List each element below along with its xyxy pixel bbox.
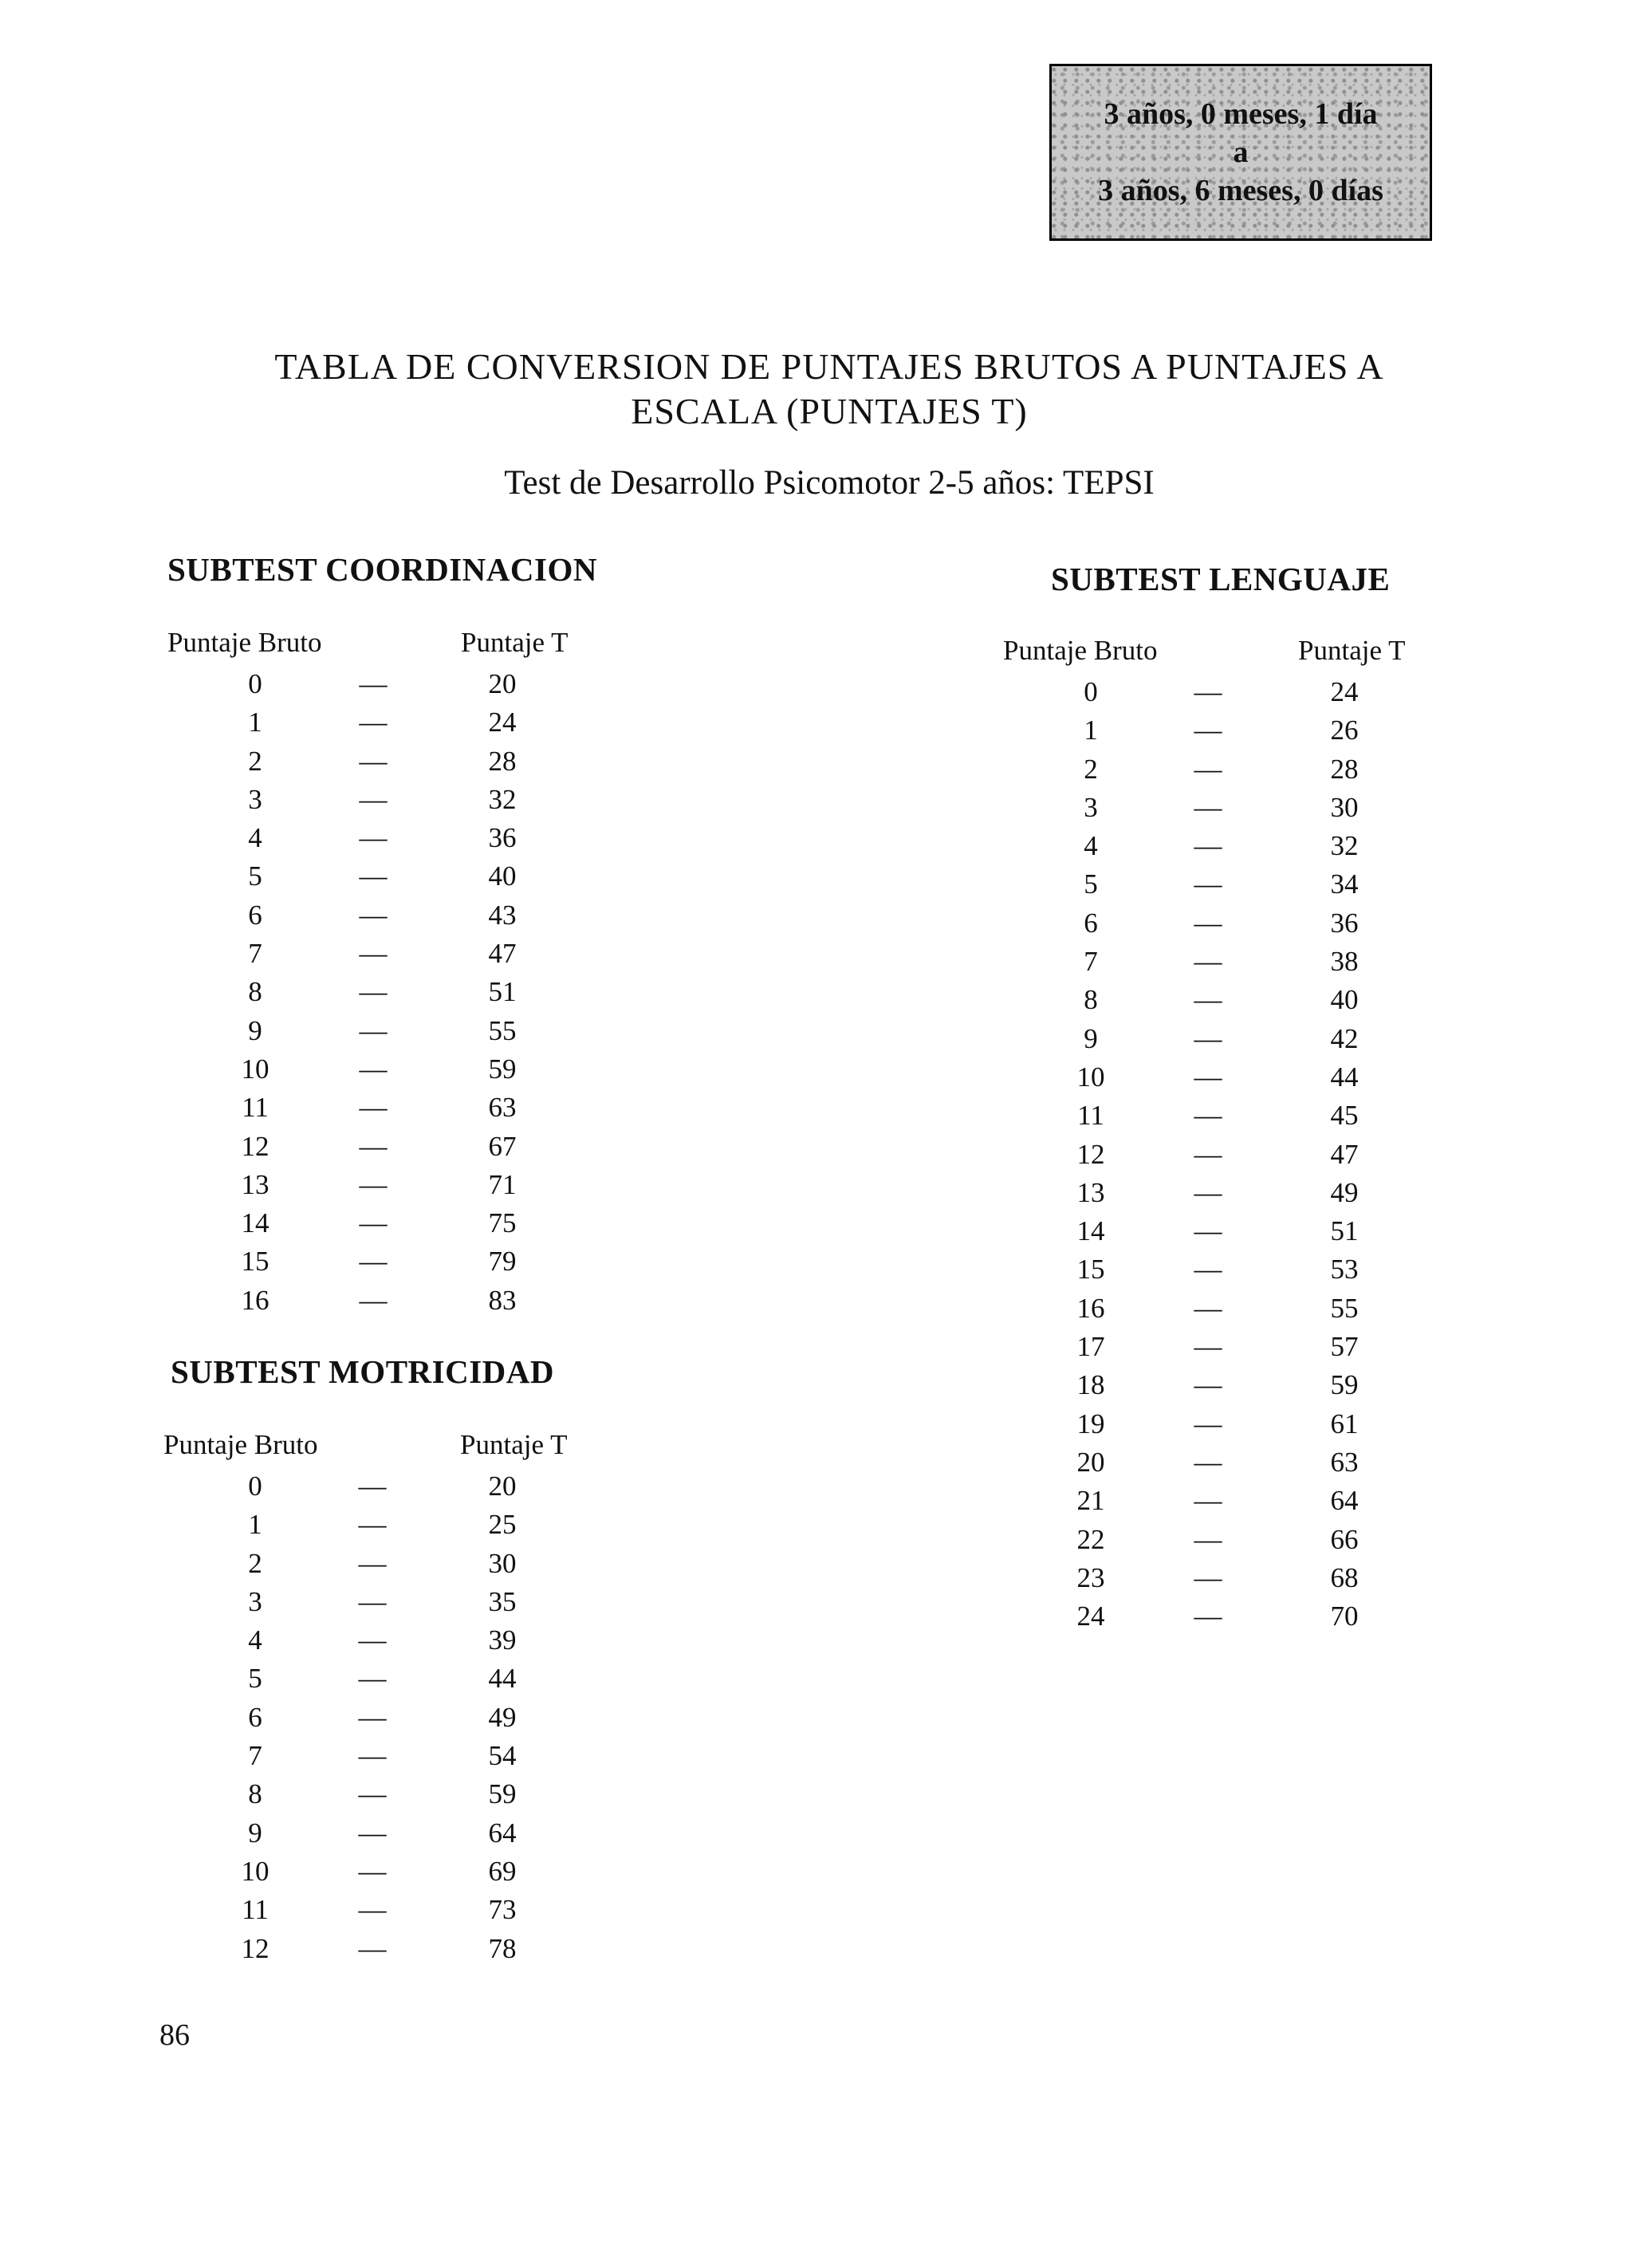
puntaje-t-cell: 39 (488, 1624, 517, 1656)
puntaje-bruto-cell: 13 (1076, 1176, 1105, 1208)
dash-separator: — (359, 745, 388, 777)
lenguaje-table (1003, 635, 1450, 1636)
puntaje-t-cell: 79 (488, 1246, 517, 1278)
table-row (1003, 1020, 1450, 1058)
dash-separator: — (359, 976, 388, 1008)
puntaje-t-cell: 45 (1330, 1100, 1359, 1132)
motricidad-table-header (163, 1429, 610, 1467)
puntaje-bruto-cell: 18 (1076, 1369, 1105, 1401)
puntaje-bruto-cell: 3 (1084, 791, 1098, 823)
dash-separator: — (359, 1168, 388, 1200)
dash-separator: — (358, 1509, 387, 1541)
puntaje-t-cell: 40 (1330, 984, 1359, 1016)
puntaje-t-cell: 35 (488, 1585, 517, 1617)
table-row (1003, 1250, 1450, 1289)
puntaje-bruto-cell: 10 (241, 1855, 270, 1887)
table-row (167, 1242, 614, 1281)
table-row (1003, 1174, 1450, 1212)
dash-separator: — (1194, 868, 1222, 900)
coordinacion-header-t: Puntaje T (461, 627, 569, 658)
table-row (1003, 943, 1450, 981)
dash-separator: — (359, 1246, 388, 1278)
puntaje-t-cell: 68 (1330, 1561, 1359, 1593)
puntaje-t-cell: 20 (488, 1471, 517, 1502)
puntaje-bruto-cell: 5 (248, 1663, 262, 1695)
table-row (1003, 1521, 1450, 1559)
table-row (163, 1853, 610, 1891)
table-row (167, 703, 614, 742)
table-row (1003, 981, 1450, 1019)
puntaje-t-cell: 30 (488, 1547, 517, 1579)
puntaje-t-cell: 54 (488, 1740, 517, 1772)
dash-separator: — (358, 1585, 387, 1617)
age-range-start: 3 años, 0 meses, 1 día (1104, 97, 1378, 131)
table-row (163, 1621, 610, 1660)
dash-separator: — (359, 1284, 388, 1316)
dash-separator: — (1194, 1331, 1222, 1363)
coordinacion-header-bruto: Puntaje Bruto (167, 627, 322, 658)
page-title-line-1: TABLA DE CONVERSION DE PUNTAJES BRUTOS A PUNTAJES A (274, 346, 1384, 387)
page-number: 86 (159, 2018, 190, 2052)
dash-separator: — (359, 899, 388, 931)
puntaje-t-cell: 28 (488, 745, 517, 777)
motricidad-header-bruto: Puntaje Bruto (163, 1429, 318, 1460)
lenguaje-header-bruto: Puntaje Bruto (1003, 635, 1158, 666)
table-row (167, 1089, 614, 1127)
table-row (163, 1699, 610, 1737)
puntaje-bruto-cell: 14 (1076, 1215, 1105, 1247)
puntaje-bruto-cell: 7 (248, 938, 262, 970)
puntaje-t-cell: 26 (1330, 715, 1359, 746)
puntaje-bruto-cell: 7 (1084, 946, 1098, 978)
dash-separator: — (358, 1624, 387, 1656)
puntaje-bruto-cell: 6 (1084, 907, 1098, 939)
table-row (1003, 711, 1450, 750)
table-row (163, 1814, 610, 1853)
dash-separator: — (1194, 676, 1222, 707)
dash-separator: — (358, 1932, 387, 1964)
dash-separator: — (1194, 1561, 1222, 1593)
dash-separator: — (359, 860, 388, 892)
puntaje-t-cell: 30 (1330, 791, 1359, 823)
puntaje-t-cell: 25 (488, 1509, 517, 1541)
puntaje-t-cell: 32 (488, 783, 517, 815)
dash-separator: — (1194, 715, 1222, 746)
puntaje-bruto-cell: 11 (242, 1092, 269, 1124)
table-row (167, 1166, 614, 1204)
puntaje-bruto-cell: 0 (248, 668, 262, 699)
puntaje-bruto-cell: 24 (1076, 1601, 1105, 1632)
dash-separator: — (1194, 1100, 1222, 1132)
puntaje-t-cell: 55 (488, 1014, 517, 1046)
table-row (167, 1282, 614, 1320)
table-row (1003, 1559, 1450, 1597)
age-range-connector: a (1233, 136, 1249, 169)
puntaje-bruto-cell: 13 (241, 1168, 270, 1200)
puntaje-bruto-cell: 8 (248, 976, 262, 1008)
table-row (167, 1050, 614, 1089)
puntaje-t-cell: 28 (1330, 753, 1359, 785)
dash-separator: — (359, 1053, 388, 1085)
puntaje-t-cell: 59 (1330, 1369, 1359, 1401)
puntaje-t-cell: 44 (488, 1663, 517, 1695)
puntaje-bruto-cell: 12 (241, 1932, 270, 1964)
puntaje-t-cell: 51 (1330, 1215, 1359, 1247)
puntaje-bruto-cell: 11 (1077, 1100, 1104, 1132)
lenguaje-table-header (1003, 635, 1450, 673)
table-row (1003, 1290, 1450, 1328)
puntaje-t-cell: 47 (488, 938, 517, 970)
table-row (163, 1506, 610, 1544)
dash-separator: — (359, 822, 388, 854)
puntaje-t-cell: 64 (488, 1817, 517, 1849)
dash-separator: — (359, 1014, 388, 1046)
dash-separator: — (1194, 1176, 1222, 1208)
motricidad-heading: SUBTEST MOTRICIDAD (171, 1353, 555, 1390)
puntaje-bruto-cell: 9 (1084, 1022, 1098, 1054)
table-row (167, 935, 614, 973)
table-row (163, 1545, 610, 1583)
dash-separator: — (1194, 1369, 1222, 1401)
puntaje-bruto-cell: 6 (248, 899, 262, 931)
table-row (167, 819, 614, 857)
dash-separator: — (1194, 1292, 1222, 1324)
puntaje-bruto-cell: 7 (248, 1740, 262, 1772)
puntaje-t-cell: 53 (1330, 1254, 1359, 1286)
table-row (167, 1128, 614, 1166)
puntaje-bruto-cell: 6 (248, 1701, 262, 1733)
puntaje-bruto-cell: 1 (1084, 715, 1098, 746)
puntaje-bruto-cell: 19 (1076, 1408, 1105, 1439)
table-row (167, 665, 614, 703)
page-subtitle: Test de Desarrollo Psicomotor 2-5 años: TEPSI (504, 464, 1155, 502)
puntaje-t-cell: 49 (1330, 1176, 1359, 1208)
dash-separator: — (1194, 1485, 1222, 1517)
puntaje-bruto-cell: 5 (1084, 868, 1098, 900)
puntaje-t-cell: 73 (488, 1894, 517, 1926)
age-range-box (1049, 64, 1432, 241)
table-row (163, 1775, 610, 1813)
table-row (1003, 1212, 1450, 1250)
table-row (167, 742, 614, 781)
puntaje-bruto-cell: 0 (248, 1471, 262, 1502)
table-row (163, 1930, 610, 1968)
table-row (1003, 673, 1450, 711)
dash-separator: — (358, 1817, 387, 1849)
table-row (1003, 750, 1450, 789)
dash-separator: — (358, 1547, 387, 1579)
dash-separator: — (1194, 753, 1222, 785)
puntaje-t-cell: 42 (1330, 1022, 1359, 1054)
dash-separator: — (1194, 1061, 1222, 1093)
puntaje-t-cell: 61 (1330, 1408, 1359, 1439)
puntaje-t-cell: 78 (488, 1932, 517, 1964)
dash-separator: — (358, 1778, 387, 1810)
puntaje-t-cell: 40 (488, 860, 517, 892)
puntaje-t-cell: 75 (488, 1207, 517, 1239)
puntaje-bruto-cell: 10 (241, 1053, 270, 1085)
puntaje-t-cell: 63 (1330, 1446, 1359, 1478)
puntaje-bruto-cell: 2 (248, 1547, 262, 1579)
puntaje-t-cell: 57 (1330, 1331, 1359, 1363)
table-row (167, 857, 614, 896)
puntaje-t-cell: 67 (488, 1130, 517, 1162)
puntaje-bruto-cell: 21 (1076, 1485, 1105, 1517)
dash-separator: — (1194, 907, 1222, 939)
dash-separator: — (358, 1663, 387, 1695)
puntaje-bruto-cell: 3 (248, 783, 262, 815)
puntaje-t-cell: 47 (1330, 1138, 1359, 1170)
puntaje-bruto-cell: 16 (241, 1284, 270, 1316)
table-row (1003, 904, 1450, 943)
puntaje-t-cell: 64 (1330, 1485, 1359, 1517)
puntaje-bruto-cell: 14 (241, 1207, 270, 1239)
dash-separator: — (1194, 830, 1222, 862)
dash-separator: — (359, 1130, 388, 1162)
puntaje-bruto-cell: 15 (1076, 1254, 1105, 1286)
puntaje-bruto-cell: 8 (1084, 984, 1098, 1016)
puntaje-t-cell: 63 (488, 1092, 517, 1124)
puntaje-bruto-cell: 20 (1076, 1446, 1105, 1478)
table-row (163, 1660, 610, 1698)
puntaje-bruto-cell: 22 (1076, 1523, 1105, 1555)
puntaje-t-cell: 24 (488, 707, 517, 738)
dash-separator: — (359, 1092, 388, 1124)
dash-separator: — (1194, 1022, 1222, 1054)
puntaje-t-cell: 66 (1330, 1523, 1359, 1555)
puntaje-bruto-cell: 5 (248, 860, 262, 892)
puntaje-bruto-cell: 8 (248, 1778, 262, 1810)
lenguaje-heading: SUBTEST LENGUAJE (1051, 561, 1391, 597)
coordinacion-table (167, 627, 614, 1320)
puntaje-t-cell: 20 (488, 668, 517, 699)
table-row (163, 1467, 610, 1506)
puntaje-bruto-cell: 0 (1084, 676, 1098, 707)
puntaje-bruto-cell: 16 (1076, 1292, 1105, 1324)
puntaje-bruto-cell: 4 (248, 1624, 262, 1656)
puntaje-bruto-cell: 9 (248, 1014, 262, 1046)
puntaje-t-cell: 44 (1330, 1061, 1359, 1093)
table-row (167, 896, 614, 935)
puntaje-t-cell: 34 (1330, 868, 1359, 900)
puntaje-t-cell: 59 (488, 1053, 517, 1085)
dash-separator: — (1194, 1215, 1222, 1247)
table-row (167, 781, 614, 819)
table-row (167, 973, 614, 1011)
puntaje-t-cell: 43 (488, 899, 517, 931)
table-row (1003, 1328, 1450, 1366)
puntaje-t-cell: 49 (488, 1701, 517, 1733)
table-row (1003, 789, 1450, 827)
puntaje-bruto-cell: 10 (1076, 1061, 1105, 1093)
puntaje-bruto-cell: 15 (241, 1246, 270, 1278)
table-row (1003, 1597, 1450, 1636)
puntaje-bruto-cell: 3 (248, 1585, 262, 1617)
puntaje-t-cell: 38 (1330, 946, 1359, 978)
puntaje-t-cell: 69 (488, 1855, 517, 1887)
table-row (1003, 1366, 1450, 1404)
table-row (1003, 865, 1450, 904)
puntaje-t-cell: 36 (1330, 907, 1359, 939)
coordinacion-heading: SUBTEST COORDINACION (167, 551, 597, 588)
table-row (167, 1204, 614, 1242)
puntaje-bruto-cell: 1 (248, 1509, 262, 1541)
table-row (1003, 1443, 1450, 1482)
dash-separator: — (358, 1701, 387, 1733)
dash-separator: — (1194, 984, 1222, 1016)
dash-separator: — (1194, 791, 1222, 823)
age-range-end: 3 años, 6 meses, 0 días (1098, 174, 1383, 207)
motricidad-header-t: Puntaje T (460, 1429, 568, 1460)
puntaje-bruto-cell: 4 (248, 822, 262, 854)
puntaje-t-cell: 59 (488, 1778, 517, 1810)
puntaje-t-cell: 24 (1330, 676, 1359, 707)
puntaje-t-cell: 83 (488, 1284, 517, 1316)
lenguaje-header-t: Puntaje T (1298, 635, 1406, 666)
puntaje-bruto-cell: 12 (241, 1130, 270, 1162)
puntaje-bruto-cell: 9 (248, 1817, 262, 1849)
dash-separator: — (1194, 1408, 1222, 1439)
puntaje-bruto-cell: 2 (1084, 753, 1098, 785)
dash-separator: — (358, 1740, 387, 1772)
dash-separator: — (358, 1855, 387, 1887)
table-row (163, 1891, 610, 1929)
puntaje-bruto-cell: 12 (1076, 1138, 1105, 1170)
dash-separator: — (359, 668, 388, 699)
dash-separator: — (358, 1471, 387, 1502)
coordinacion-table-header (167, 627, 614, 665)
motricidad-table (163, 1429, 610, 1968)
dash-separator: — (359, 707, 388, 738)
puntaje-bruto-cell: 11 (242, 1894, 269, 1926)
table-row (1003, 1136, 1450, 1174)
puntaje-bruto-cell: 2 (248, 745, 262, 777)
table-row (163, 1737, 610, 1775)
puntaje-bruto-cell: 4 (1084, 830, 1098, 862)
puntaje-t-cell: 55 (1330, 1292, 1359, 1324)
puntaje-bruto-cell: 17 (1076, 1331, 1105, 1363)
dash-separator: — (359, 1207, 388, 1239)
dash-separator: — (1194, 1138, 1222, 1170)
table-row (1003, 1405, 1450, 1443)
page-title-line-2: ESCALA (PUNTAJES T) (631, 391, 1028, 431)
dash-separator: — (1194, 1446, 1222, 1478)
puntaje-t-cell: 71 (488, 1168, 517, 1200)
dash-separator: — (359, 783, 388, 815)
table-row (1003, 827, 1450, 865)
dash-separator: — (1194, 946, 1222, 978)
puntaje-t-cell: 70 (1330, 1601, 1359, 1632)
dash-separator: — (1194, 1601, 1222, 1632)
table-row (1003, 1058, 1450, 1097)
puntaje-bruto-cell: 1 (248, 707, 262, 738)
puntaje-t-cell: 36 (488, 822, 517, 854)
table-row (1003, 1482, 1450, 1520)
table-row (1003, 1097, 1450, 1135)
puntaje-t-cell: 51 (488, 976, 517, 1008)
puntaje-t-cell: 32 (1330, 830, 1359, 862)
puntaje-bruto-cell: 23 (1076, 1561, 1105, 1593)
dash-separator: — (1194, 1254, 1222, 1286)
dash-separator: — (359, 938, 388, 970)
page-title (144, 345, 1515, 434)
table-row (163, 1583, 610, 1621)
dash-separator: — (358, 1894, 387, 1926)
table-row (167, 1012, 614, 1050)
dash-separator: — (1194, 1523, 1222, 1555)
